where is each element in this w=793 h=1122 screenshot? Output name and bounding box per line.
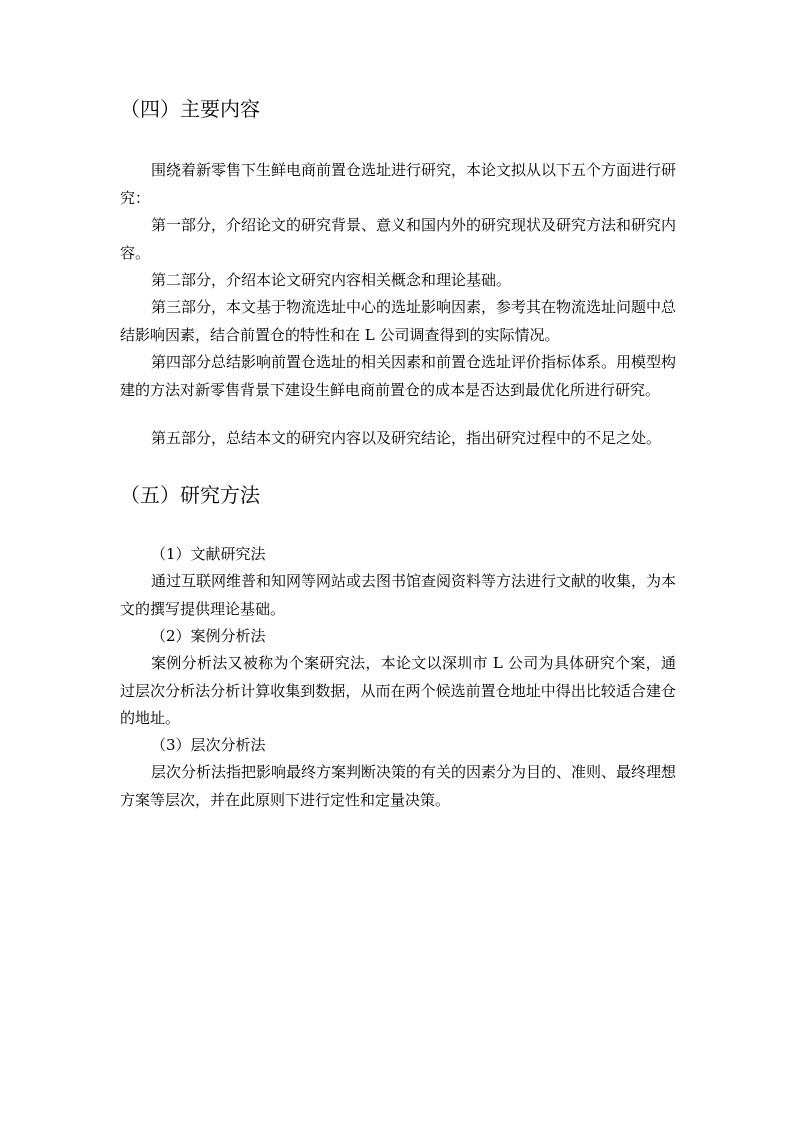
part-four-paragraph: 第四部分总结影响前置仓选址的相关因素和前置仓选址评价指标体系。用模型构建的方法对新零售背景下建设生鲜电商前置仓的成本是否达到最优化所进行研究。 [120,353,677,399]
method-body-literature: 通过互联网维普和知网等网站或去图书馆查阅资料等方法进行文献的收集，为本文的撰写提供理论基础。 [120,572,677,618]
intro-paragraph: 围绕着新零售下生鲜电商前置仓选址进行研究，本论文拟从以下五个方面进行研究： [120,161,677,207]
part-two-paragraph: 第二部分，介绍本论文研究内容相关概念和理论基础。 [151,271,512,289]
method-title-ahp: （3）层次分析法 [151,736,266,754]
part-five-paragraph: 第五部分，总结本文的研究内容以及研究结论，指出研究过程中的不足之处。 [151,429,662,447]
method-body-case-study: 案例分析法又被称为个案研究法，本论文以深圳市 L 公司为具体研究个案，通过层次分析法分析计算收集到数据，从而在两个候选前置仓地址中得出比较适合建仓的地址。 [120,654,676,727]
section-heading-research-methods: （五）研究方法 [120,483,260,507]
section-heading-main-content: （四）主要内容 [120,97,260,121]
method-title-case-study: （2）案例分析法 [151,627,266,645]
part-one-paragraph: 第一部分，介绍论文的研究背景、意义和国内外的研究现状及研究方法和研究内容。 [120,216,677,262]
method-title-literature: （1）文献研究法 [151,545,266,563]
part-three-paragraph: 第三部分，本文基于物流选址中心的选址影响因素，参考其在物流选址问题中总结影响因素，结合前置仓的特性和在 L 公司调查得到的实际情况。 [120,298,677,344]
method-body-ahp: 层次分析法指把影响最终方案判断决策的有关的因素分为目的、准则、最终理想方案等层次，并在此原则下进行定性和定量决策。 [120,763,677,809]
